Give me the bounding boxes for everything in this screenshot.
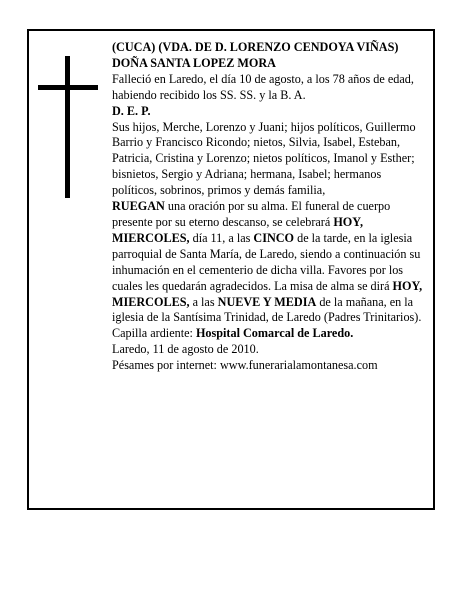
cross-vertical-bar [65,56,70,198]
funeral-hour: CINCO [253,230,295,245]
dep-label: D. E. P. [112,103,151,118]
funeral-text-1: una oración por su alma. El funeral de cuerpo presente por su eterno descanso, se celebrará [112,199,391,229]
chapel-location: Hospital Comarcal de Laredo. [195,326,354,341]
funeral-text-5: de la mañana, en la iglesia de la Santísima Trinidad, de Laredo (Padres Trinitarios). Capilla ardiente: [112,294,422,341]
funeral-details [112,199,424,342]
mass-day: HOY, MIERCOLES, [112,278,423,309]
cross-horizontal-bar [38,85,98,90]
header-line: (CUCA) (VDA. DE D. LORENZO CENDOYA VIÑAS) [112,40,399,54]
obituary-text [112,40,424,374]
death-notice: Falleció en Laredo, el día 10 de agosto, a los 78 años de edad, habiendo recibido los SS. SS. y la B. A. [112,71,414,102]
funeral-text-4: a las [189,294,218,309]
funeral-day: HOY, MIERCOLES, [112,214,364,245]
date-line: Laredo, 11 de agosto de 2010. [112,342,259,357]
funeral-text-3: de la tarde, en la iglesia parroquial de Santa María, de Laredo, siendo a continuación su inhumación en el cementerio de dicha villa. Favores por los cuales les quedarán agradecidos. La misa de alma se dirá [112,230,421,293]
family-list: Sus hijos, Merche, Lorenzo y Juani; hijos políticos, Guillermo Barrio y Francisco Ricondo; nietos, Silvia, Isabel, Esteban, Patricia, Cristina y Lorenzo; nietos políticos, Imanol y Esther; bisnietos, Sergio y Adriana; hermana, Isabel; hermanos políticos, sobrinos, primos y demás familia, [112,119,416,198]
condolences-line: Pésames por internet: www.funerarialamontanesa.com [112,358,378,373]
cross-icon [38,56,98,198]
deceased-name: DOÑA SANTA LOPEZ MORA [112,55,276,70]
ruegan-label: RUEGAN [112,199,165,214]
funeral-text-2: día 11, a las [189,230,254,245]
mass-hour: NUEVE Y MEDIA [217,294,317,309]
